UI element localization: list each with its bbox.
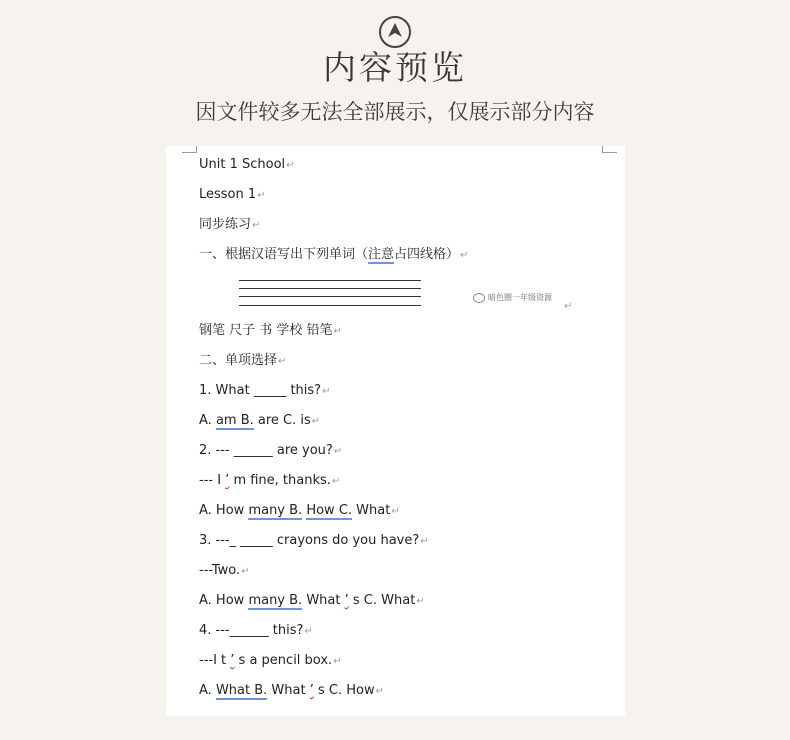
page-header	[0, 0, 790, 140]
watermark: 暗色圈一年级资源	[473, 292, 552, 303]
page-subtitle: 因文件较多无法全部展示，仅展示部分内容	[195, 100, 595, 124]
doc-line-q2: 2. --- ______ are you?↵	[199, 443, 343, 458]
wechat-icon	[473, 293, 485, 303]
doc-line-section-two: 二、单项选择↵	[199, 353, 287, 368]
doc-line-q4: 4. ---______ this?↵	[199, 623, 313, 638]
doc-line-q1: 1. What _____ this?↵	[199, 383, 331, 398]
four-line-grid	[239, 280, 421, 308]
corner-mark-top-left	[182, 146, 197, 153]
doc-line-q1-options: A. am B. are C. is↵	[199, 413, 321, 428]
doc-line-q3-answer: ---Two.↵	[199, 563, 250, 578]
doc-line-q2-options: A. How many B. How C. What↵	[199, 503, 400, 518]
doc-line-q4-options: A. What B. What ’ s C. How↵	[199, 683, 384, 698]
doc-line-practice: 同步练习↵	[199, 217, 261, 232]
document-preview	[166, 146, 625, 716]
doc-line-q3: 3. ---_ _____ crayons do you have?↵	[199, 533, 429, 548]
page-title: 内容预览	[323, 48, 467, 87]
arrow-up-logo-icon	[379, 16, 411, 48]
doc-line-q3-options: A. How many B. What ’ s C. What↵	[199, 593, 425, 608]
doc-line-q2-answer: --- I ’ m fine, thanks.↵	[199, 473, 341, 488]
doc-line-unit: Unit 1 School↵	[199, 157, 295, 172]
doc-line-q4-answer: ---I t ’ s a pencil box.↵	[199, 653, 342, 668]
doc-line-words: 钢笔 尺子 书 学校 铅笔↵	[199, 323, 342, 338]
corner-mark-top-right	[602, 146, 617, 153]
paragraph-mark: ↵	[564, 301, 573, 312]
doc-line-section-one: 一、根据汉语写出下列单词（注意占四线格）↵	[199, 247, 469, 262]
doc-line-lesson: Lesson 1↵	[199, 187, 266, 202]
